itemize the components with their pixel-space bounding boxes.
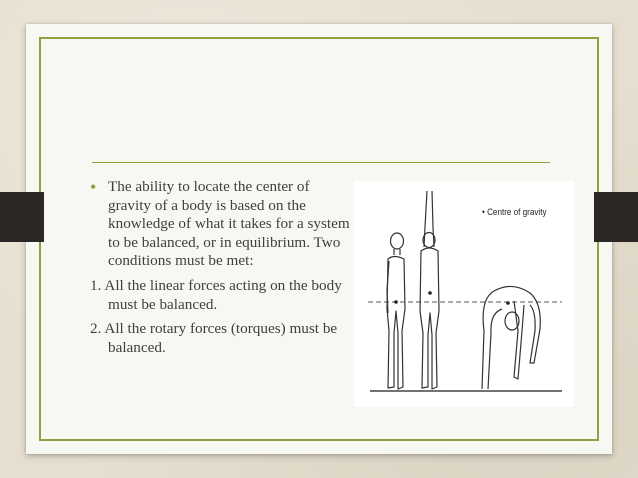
centre-of-gravity-legend: • Centre of gravity [482,207,547,217]
left-frame-tab [0,192,44,242]
right-frame-tab [594,192,638,242]
slide-body [90,178,352,357]
bullet-paragraph [90,178,352,271]
bullet-text: The ability to locate the center of gravity of a body is based on the knowledge of what it takes for a system to be balanced, or in equilibrium. Two conditions must be met: [108,178,350,270]
numbered-point-1: 1. All the linear forces acting on the body must be balanced. [90,276,342,313]
title-divider [92,162,550,163]
bullet-icon: • [90,177,97,197]
center-of-gravity-figure [354,181,574,407]
numbered-point-2: 2. All the rotary forces (torques) must be balanced. [90,320,338,356]
